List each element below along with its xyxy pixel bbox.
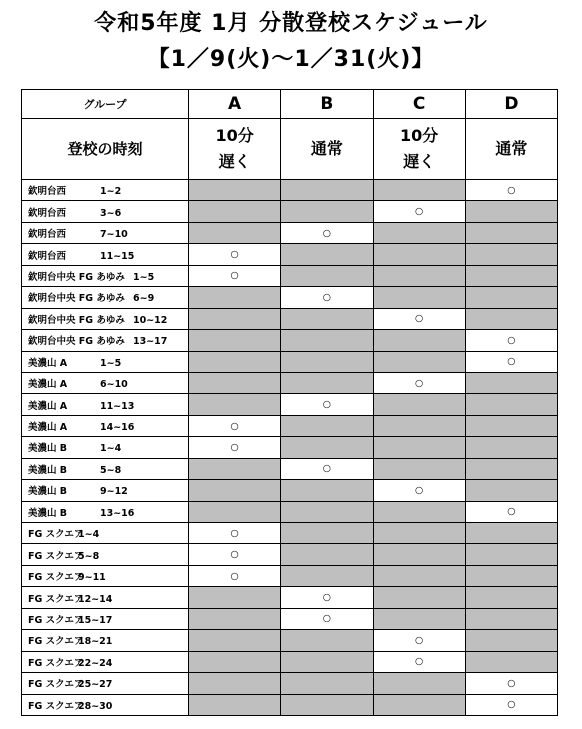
slot-d-cell	[465, 458, 557, 479]
attendance-mark: ○	[414, 313, 424, 325]
row-label	[22, 351, 189, 372]
row-range: 14~16	[100, 422, 135, 434]
slot-c-cell	[373, 651, 465, 672]
time-c	[373, 119, 465, 180]
attendance-mark: ○	[230, 270, 239, 282]
row-group: 欽明台中央 FG あゆみ	[28, 336, 125, 348]
slot-b-cell	[281, 265, 373, 286]
row-label	[22, 523, 189, 544]
slot-d-cell	[465, 201, 557, 222]
table-row	[22, 694, 558, 715]
slot-d-cell	[465, 330, 557, 351]
slot-d-cell	[465, 673, 557, 694]
row-range: 1~5	[100, 357, 122, 369]
row-group: 欽明台中央 FG あゆみ	[28, 314, 125, 326]
row-label	[22, 608, 189, 629]
row-range: 22~24	[78, 657, 113, 669]
slot-b-cell	[281, 287, 373, 308]
row-range: 5~8	[78, 550, 100, 562]
row-range: 3~6	[100, 207, 122, 219]
table-row	[22, 565, 558, 586]
slot-a-cell	[189, 351, 281, 372]
slot-b-cell	[281, 544, 373, 565]
slot-b-cell	[281, 201, 373, 222]
table-row	[22, 501, 558, 522]
group-c-header: C	[373, 90, 465, 119]
row-label	[22, 330, 189, 351]
row-range: 6~9	[133, 293, 155, 305]
row-range: 25~27	[78, 679, 113, 691]
table-row	[22, 287, 558, 308]
slot-d-cell	[465, 351, 557, 372]
slot-c-cell	[373, 437, 465, 458]
row-range: 9~11	[78, 572, 106, 584]
slot-c-cell	[373, 523, 465, 544]
attendance-mark: ○	[507, 699, 516, 711]
slot-d-cell	[465, 244, 557, 265]
slot-b-cell	[281, 673, 373, 694]
attendance-mark: ○	[507, 334, 516, 346]
row-group: 欽明台西	[28, 207, 67, 219]
slot-a-cell	[189, 180, 281, 201]
row-label	[22, 437, 189, 458]
slot-a-cell	[189, 651, 281, 672]
attendance-mark: ○	[414, 656, 424, 668]
row-label	[22, 415, 189, 436]
slot-c-cell	[373, 544, 465, 565]
group-header-row	[22, 90, 558, 119]
attendance-mark: ○	[507, 184, 516, 196]
row-range: 18~21	[78, 636, 113, 648]
slot-a-cell	[189, 544, 281, 565]
attendance-mark: ○	[322, 399, 332, 411]
time-label: 登校の時刻	[22, 119, 189, 180]
slot-b-cell	[281, 694, 373, 715]
slot-d-cell	[465, 608, 557, 629]
row-group: FG スクエア	[28, 572, 84, 584]
time-b-line1: 通常	[310, 139, 343, 158]
slot-b-cell	[281, 437, 373, 458]
table-row	[22, 372, 558, 393]
slot-c-cell	[373, 608, 465, 629]
row-range: 1~4	[78, 529, 100, 541]
slot-c-cell	[373, 458, 465, 479]
attendance-mark: ○	[230, 420, 239, 432]
attendance-mark: ○	[230, 527, 239, 539]
row-group: FG スクエア	[28, 550, 84, 562]
table-row	[22, 587, 558, 608]
row-range: 1~4	[100, 443, 122, 455]
row-range: 5~8	[100, 464, 122, 476]
slot-d-cell	[465, 630, 557, 651]
slot-b-cell	[281, 480, 373, 501]
row-range: 1~5	[133, 271, 155, 283]
slot-d-cell	[465, 544, 557, 565]
table-row	[22, 630, 558, 651]
slot-c-cell	[373, 394, 465, 415]
slot-d-cell	[465, 394, 557, 415]
slot-d-cell	[465, 437, 557, 458]
row-label	[22, 673, 189, 694]
slot-b-cell	[281, 372, 373, 393]
row-group: 美濃山 B	[28, 464, 68, 476]
table-row	[22, 523, 558, 544]
row-group: FG スクエア	[28, 700, 84, 712]
table-row	[22, 180, 558, 201]
slot-d-cell	[465, 651, 557, 672]
slot-c-cell	[373, 372, 465, 393]
time-a	[189, 119, 281, 180]
row-range: 6~10	[100, 379, 128, 391]
row-group: 欽明台中央 FG あゆみ	[28, 293, 125, 305]
time-d	[465, 119, 557, 180]
row-label	[22, 265, 189, 286]
slot-b-cell	[281, 180, 373, 201]
row-group: 美濃山 A	[28, 357, 68, 369]
time-c-line1: 10分	[399, 126, 439, 145]
slot-d-cell	[465, 180, 557, 201]
attendance-mark: ○	[414, 484, 424, 496]
slot-a-cell	[189, 244, 281, 265]
row-group: 美濃山 A	[28, 422, 68, 434]
row-group: 美濃山 B	[28, 507, 68, 519]
slot-a-cell	[189, 565, 281, 586]
table-row	[22, 265, 558, 286]
row-label	[22, 544, 189, 565]
slot-d-cell	[465, 265, 557, 286]
row-label	[22, 287, 189, 308]
slot-c-cell	[373, 180, 465, 201]
group-d-header: D	[465, 90, 557, 119]
group-a-header: A	[189, 90, 281, 119]
slot-d-cell	[465, 501, 557, 522]
slot-c-cell	[373, 265, 465, 286]
row-group: 欽明台中央 FG あゆみ	[28, 271, 125, 283]
slot-b-cell	[281, 651, 373, 672]
slot-a-cell	[189, 523, 281, 544]
slot-c-cell	[373, 587, 465, 608]
time-a-line2: 遅く	[218, 152, 251, 171]
attendance-mark: ○	[322, 613, 332, 625]
row-label	[22, 372, 189, 393]
row-range: 7~10	[100, 229, 128, 241]
attendance-mark: ○	[322, 227, 332, 239]
attendance-mark: ○	[322, 592, 332, 604]
row-label	[22, 244, 189, 265]
slot-c-cell	[373, 351, 465, 372]
date-range-subtitle: 【1／9(火)～1／31(火)】	[147, 47, 435, 72]
slot-b-cell	[281, 222, 373, 243]
row-range: 9~12	[100, 486, 128, 498]
slot-c-cell	[373, 287, 465, 308]
row-label	[22, 308, 189, 329]
attendance-mark: ○	[230, 549, 239, 561]
slot-c-cell	[373, 501, 465, 522]
row-group: FG スクエア	[28, 593, 84, 605]
row-group: FG スクエア	[28, 679, 84, 691]
table-row	[22, 673, 558, 694]
slot-a-cell	[189, 608, 281, 629]
row-range: 1~2	[100, 186, 122, 198]
row-group: 美濃山 B	[28, 443, 68, 455]
time-d-line1: 通常	[495, 139, 528, 158]
attendance-mark: ○	[507, 506, 516, 518]
slot-a-cell	[189, 287, 281, 308]
slot-b-cell	[281, 415, 373, 436]
table-row	[22, 222, 558, 243]
slot-a-cell	[189, 694, 281, 715]
row-label	[22, 201, 189, 222]
slot-c-cell	[373, 480, 465, 501]
row-group: 美濃山 A	[28, 379, 68, 391]
attendance-mark: ○	[230, 249, 239, 261]
slot-b-cell	[281, 308, 373, 329]
table-row	[22, 351, 558, 372]
slot-d-cell	[465, 222, 557, 243]
slot-b-cell	[281, 587, 373, 608]
row-range: 11~15	[100, 250, 135, 262]
group-b-header: B	[281, 90, 373, 119]
table-row	[22, 308, 558, 329]
slot-b-cell	[281, 608, 373, 629]
table-row	[22, 394, 558, 415]
slot-d-cell	[465, 565, 557, 586]
page-title: 令和5年度 1月 分散登校スケジュール	[94, 11, 488, 36]
slot-a-cell	[189, 480, 281, 501]
slot-c-cell	[373, 415, 465, 436]
table-row	[22, 480, 558, 501]
slot-d-cell	[465, 308, 557, 329]
time-header-row	[22, 119, 558, 180]
row-label	[22, 587, 189, 608]
row-label	[22, 222, 189, 243]
row-label	[22, 180, 189, 201]
slot-a-cell	[189, 201, 281, 222]
schedule-table	[21, 89, 558, 716]
row-label	[22, 565, 189, 586]
row-group: 欽明台西	[28, 186, 67, 198]
slot-a-cell	[189, 265, 281, 286]
slot-a-cell	[189, 437, 281, 458]
slot-b-cell	[281, 330, 373, 351]
row-label	[22, 501, 189, 522]
row-group: 美濃山 A	[28, 400, 68, 412]
row-label	[22, 458, 189, 479]
attendance-mark: ○	[414, 206, 424, 218]
row-range: 13~17	[133, 336, 168, 348]
row-label	[22, 480, 189, 501]
slot-d-cell	[465, 372, 557, 393]
row-label	[22, 694, 189, 715]
slot-a-cell	[189, 415, 281, 436]
slot-a-cell	[189, 330, 281, 351]
slot-b-cell	[281, 523, 373, 544]
row-group: FG スクエア	[28, 657, 84, 669]
row-range: 12~14	[78, 593, 113, 605]
table-row	[22, 651, 558, 672]
row-range: 11~13	[100, 400, 135, 412]
slot-d-cell	[465, 480, 557, 501]
attendance-mark: ○	[414, 634, 424, 646]
attendance-mark: ○	[322, 291, 332, 303]
slot-b-cell	[281, 244, 373, 265]
table-row	[22, 608, 558, 629]
row-group: FG スクエア	[28, 636, 84, 648]
row-group: 欽明台西	[28, 250, 67, 262]
slot-c-cell	[373, 308, 465, 329]
row-group: FG スクエア	[28, 614, 84, 626]
slot-c-cell	[373, 330, 465, 351]
attendance-mark: ○	[507, 356, 516, 368]
group-label: グループ	[22, 90, 189, 119]
slot-c-cell	[373, 201, 465, 222]
slot-a-cell	[189, 394, 281, 415]
slot-a-cell	[189, 630, 281, 651]
table-row	[22, 544, 558, 565]
slot-b-cell	[281, 565, 373, 586]
slot-d-cell	[465, 287, 557, 308]
attendance-mark: ○	[230, 570, 239, 582]
time-c-line2: 遅く	[403, 152, 436, 171]
slot-c-cell	[373, 694, 465, 715]
time-a-line1: 10分	[215, 126, 254, 145]
slot-a-cell	[189, 587, 281, 608]
table-row	[22, 201, 558, 222]
slot-b-cell	[281, 394, 373, 415]
table-row	[22, 458, 558, 479]
row-range: 13~16	[100, 507, 135, 519]
slot-c-cell	[373, 222, 465, 243]
slot-a-cell	[189, 673, 281, 694]
row-range: 15~17	[78, 614, 113, 626]
table-row	[22, 244, 558, 265]
time-b	[281, 119, 373, 180]
row-group: FG スクエア	[28, 529, 84, 541]
slot-b-cell	[281, 351, 373, 372]
attendance-mark: ○	[230, 441, 239, 453]
slot-a-cell	[189, 458, 281, 479]
attendance-mark: ○	[507, 677, 516, 689]
slot-b-cell	[281, 501, 373, 522]
table-row	[22, 415, 558, 436]
slot-a-cell	[189, 501, 281, 522]
table-row	[22, 330, 558, 351]
row-range: 28~30	[78, 700, 113, 712]
slot-b-cell	[281, 630, 373, 651]
row-group: 欽明台西	[28, 229, 67, 241]
slot-c-cell	[373, 244, 465, 265]
attendance-mark: ○	[414, 377, 424, 389]
slot-c-cell	[373, 673, 465, 694]
slot-d-cell	[465, 523, 557, 544]
slot-d-cell	[465, 587, 557, 608]
slot-c-cell	[373, 630, 465, 651]
slot-d-cell	[465, 415, 557, 436]
slot-a-cell	[189, 222, 281, 243]
attendance-mark: ○	[322, 463, 332, 475]
row-label	[22, 394, 189, 415]
row-label	[22, 630, 189, 651]
slot-c-cell	[373, 565, 465, 586]
row-group: 美濃山 B	[28, 486, 68, 498]
slot-a-cell	[189, 372, 281, 393]
slot-b-cell	[281, 458, 373, 479]
table-row	[22, 437, 558, 458]
slot-a-cell	[189, 308, 281, 329]
row-range: 10~12	[133, 314, 168, 326]
slot-d-cell	[465, 694, 557, 715]
row-label	[22, 651, 189, 672]
